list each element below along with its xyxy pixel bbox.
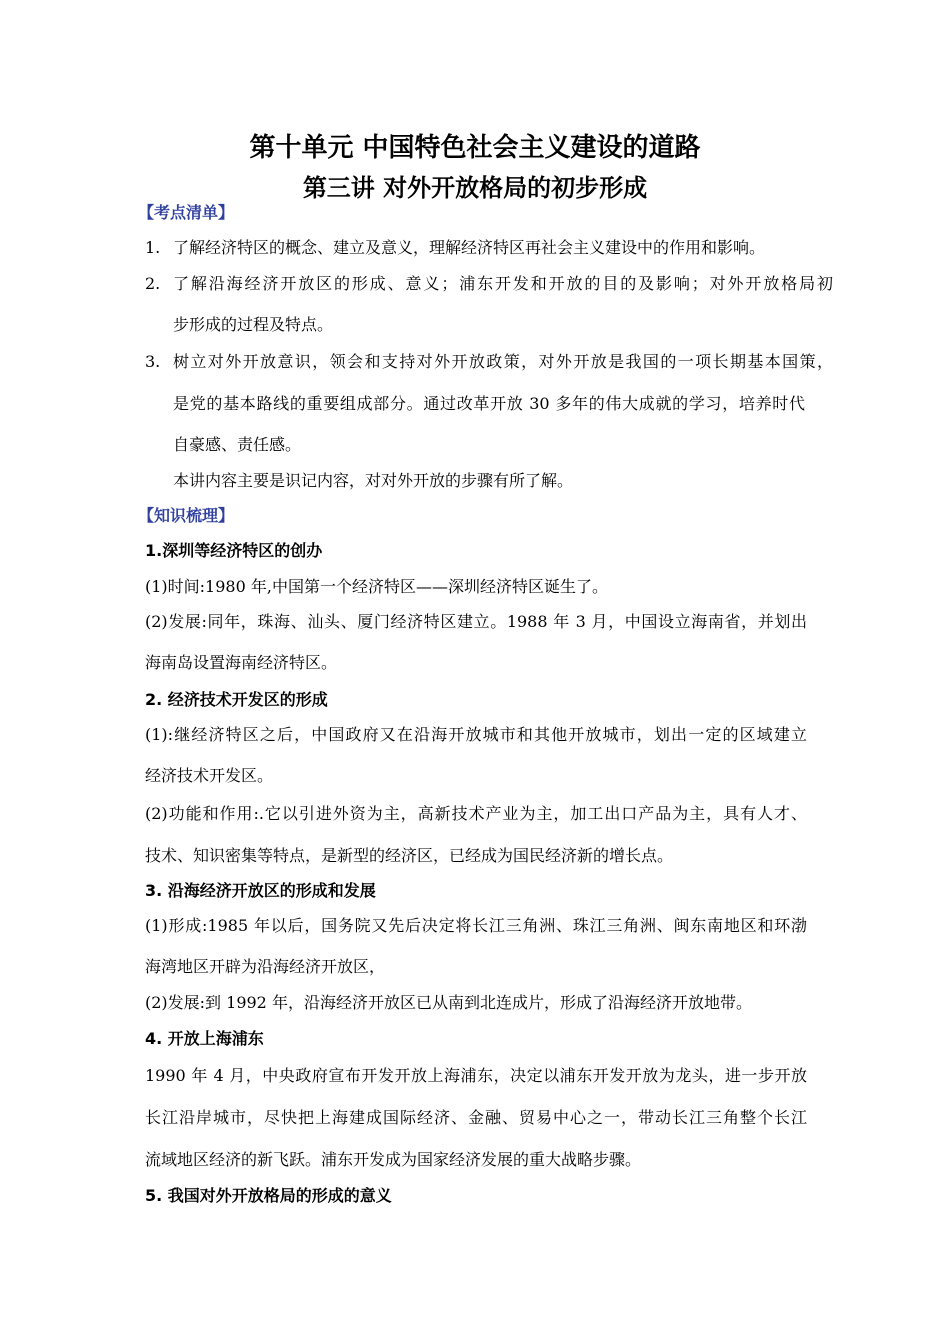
paragraph-line: (2)功能和作用:.它以引进外资为主，高新技术产业为主，加工出口产品为主，具有人才、 xyxy=(145,804,807,823)
list-item-text: 自豪感、责任感。 xyxy=(173,435,302,454)
paragraph-line: 长江沿岸城市，尽快把上海建成国际经济、金融、贸易中心之一，带动长江三角整个长江 xyxy=(145,1108,807,1127)
list-item-number: 1. xyxy=(145,238,161,257)
paragraph-line: 1990 年 4 月，中央政府宣布开发开放上海浦东，决定以浦东开发开放为龙头，进一步开放 xyxy=(145,1066,807,1085)
list-item-number: 2. xyxy=(145,274,161,293)
block-heading: 1.深圳等经济特区的创办 xyxy=(145,541,323,560)
paragraph-line: (2)发展:同年，珠海、汕头、厦门经济特区建立。1988 年 3 月，中国设立海南省，并划出 xyxy=(145,612,807,631)
unit-title: 第十单元 中国特色社会主义建设的道路 xyxy=(249,133,701,163)
list-item-text: 树立对外开放意识，领会和支持对外开放政策，对外开放是我国的一项长期基本国策， xyxy=(173,352,833,371)
list-item-number: 3. xyxy=(145,352,161,371)
paragraph-line: 海湾地区开辟为沿海经济开放区， xyxy=(145,957,386,976)
section-tag-exam-points: 【考点清单】 xyxy=(138,203,235,222)
block-heading: 5. 我国对外开放格局的形成的意义 xyxy=(145,1186,392,1205)
block-heading: 4. 开放上海浦东 xyxy=(145,1029,264,1048)
paragraph-line: 海南岛设置海南经济特区。 xyxy=(145,653,338,672)
section-note: 本讲内容主要是识记内容，对对外开放的步骤有所了解。 xyxy=(173,471,574,490)
block-heading: 2. 经济技术开发区的形成 xyxy=(145,690,328,709)
block-heading: 3. 沿海经济开放区的形成和发展 xyxy=(145,881,376,900)
list-item-text: 了解沿海经济开放区的形成、意义；浦东开发和开放的目的及影响；对外开放格局初 xyxy=(173,274,833,293)
list-item-text: 步形成的过程及特点。 xyxy=(173,315,334,334)
paragraph-line: (2)发展:到 1992 年，沿海经济开放区已从南到北连成片，形成了沿海经济开放地带。 xyxy=(145,993,752,1012)
lecture-title: 第三讲 对外开放格局的初步形成 xyxy=(302,174,648,202)
paragraph-line: 技术、知识密集等特点，是新型的经济区，已经成为国民经济新的增长点。 xyxy=(145,846,674,865)
list-item-text: 了解经济特区的概念、建立及意义，理解经济特区再社会主义建设中的作用和影响。 xyxy=(173,238,766,257)
paragraph-line: (1)时间:1980 年,中国第一个经济特区——深圳经济特区诞生了。 xyxy=(145,577,608,596)
paragraph-line: 流域地区经济的新飞跃。浦东开发成为国家经济发展的重大战略步骤。 xyxy=(145,1150,642,1169)
paragraph-line: (1)形成:1985 年以后，国务院又先后决定将长江三角洲、珠江三角洲、闽东南地区和环渤 xyxy=(145,916,807,935)
list-item-text: 是党的基本路线的重要组成部分。通过改革开放 30 多年的伟大成就的学习，培养时代 xyxy=(173,394,805,413)
paragraph-line: 经济技术开发区。 xyxy=(145,766,274,785)
section-tag-knowledge: 【知识梳理】 xyxy=(138,506,235,525)
paragraph-line: (1):继经济特区之后，中国政府又在沿海开放城市和其他开放城市，划出一定的区域建立 xyxy=(145,725,807,744)
